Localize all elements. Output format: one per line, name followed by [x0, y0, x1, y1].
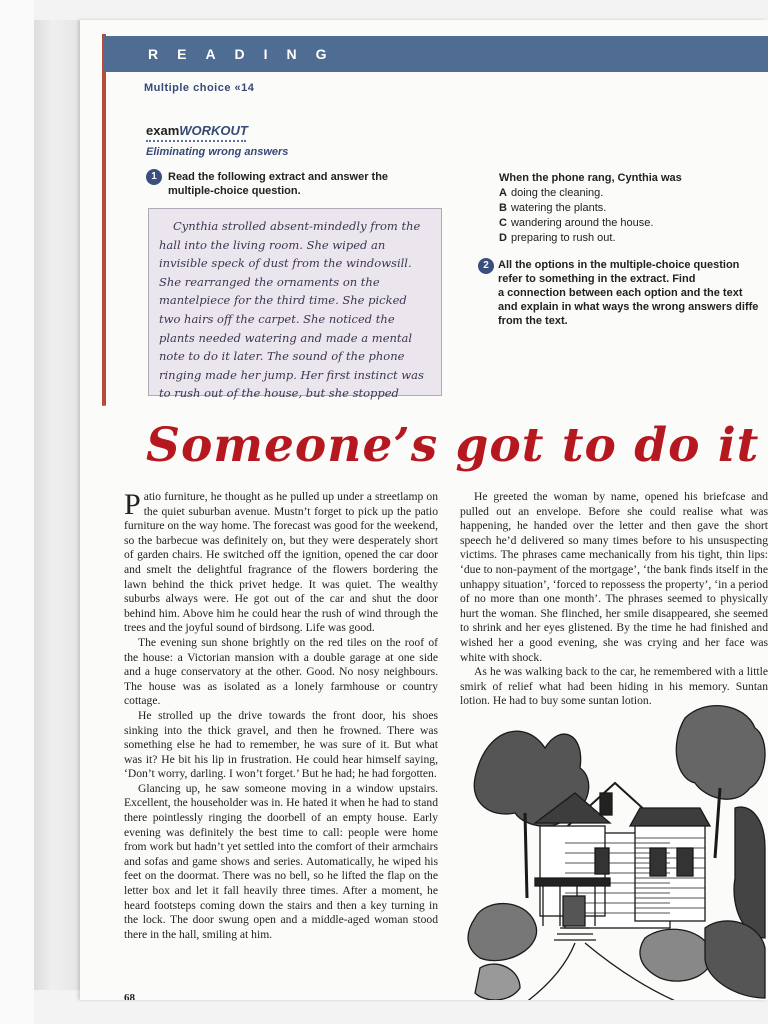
option-a: A doing the cleaning. [499, 187, 604, 199]
page-number: 68 [124, 992, 135, 1000]
victorian-house-illustration [465, 698, 768, 1000]
story-column-1 [124, 490, 438, 942]
option-c: C wandering around the house. [499, 217, 654, 229]
paragraph: atio furniture, he thought as he pulled up under a streetlamp on the quiet suburban avenue. Mustn’t forget to pick up the patio furniture on the way home. The forecast was good for the weekend, so the barbecue was definitely on, but they were desperately short of garden chairs. He switched off the ignition, opened the car door and smelt the delightful fragrance of the flowers bordering the lawn behind the thick privet hedge. It was quiet. The wealthy suburbs always were. He got out of the car and shut the door behind him. Above him he could hear the rush of wind through the trees and the joyful sound of birdsong. Life was good. [124, 490, 438, 635]
paragraph: He strolled up the drive towards the front door, his shoes sinking into the thick gravel, and then he frowned. There was something else he had to remember, he was sure of it. But what was it? He bit his lip in frustration. He could hear himself saying, ‘Don’t worry, darling. I won’t forget.’ But he had; he had forgotten. [124, 708, 438, 781]
multiple-choice-question [499, 171, 768, 246]
question-stem: When the phone rang, Cynthia was [499, 172, 682, 184]
drop-cap: P [124, 488, 141, 521]
exam-word: exam [146, 123, 180, 138]
option-b: B watering the plants. [499, 202, 607, 214]
book-binding [34, 20, 80, 990]
scan-margin [0, 0, 34, 1024]
task-1-instruction: Read the following extract and answer the multiple-choice question. [168, 171, 389, 197]
workout-subtitle: Eliminating wrong answers [146, 146, 289, 158]
section-header-band [104, 36, 768, 72]
dotted-rule [146, 140, 246, 142]
paragraph: Glancing up, he saw someone moving in a window upstairs. Excellent, the householder was in. He hated it when he had to stand there pointlessly ringing the doorbell of an empty house. Early evening was definitely the best time to call: people were home from work but hadn’t yet settled into the comfort of their armchairs and sofas and game shows and series. Automatically, he wiped his feet on the doormat. There was no bell, so he lifted the flap on the letter box and let it fall heavily three times. After a moment, he heard footsteps coming down the stairs and then a key turning in the lock. The door swung open and a middle-aged woman stood there in the hall, smiling at him. [124, 781, 438, 941]
story-column-2 [460, 490, 768, 709]
section-title: READING [148, 46, 346, 62]
task-2-number: 2 [478, 258, 494, 274]
exam-workout-logo [146, 123, 248, 138]
story-title: Someone’s got to do it [146, 418, 760, 473]
reading-extract: Cynthia strolled absent-mindedly from the hall into the living room. She wiped an invisible speck of dust from the windowsill. She rearranged the ornaments on the mantelpiece for the third time. She picked two hairs off the carpet. She noticed the plants needed watering and made a mental note to do it later. The sound of the phone ringing made her jump. Her first instinct was to rush out of the house, but she stopped [148, 208, 442, 396]
page-edge-red-line [102, 34, 106, 414]
book-page [80, 20, 768, 1000]
story-section [80, 408, 768, 1000]
subsection-title: Multiple choice «14 [144, 82, 255, 94]
option-d: D preparing to rush out. [499, 232, 616, 244]
workout-word: WORKOUT [179, 123, 248, 138]
task-2-instruction: All the options in the multiple-choice question refer to something in the extract. Find a connection between each option and the text and explain in what ways the wrong answers diffe from the text. [498, 259, 759, 327]
paragraph: As he was walking back to the car, he remembered with a little smirk of relief what had been hiding in his memory. Suntan lotion. He had to buy some suntan lotion. [460, 665, 768, 708]
paragraph: He greeted the woman by name, opened his briefcase and pulled out an envelope. Before she could realise what was happening, he handed over the letter and then gave the short speech he’d delivered so many times before to his unsuspecting victims. The phrases came mechanically from his tight, thin lips: ‘due to non-payment of the mortgage’, ‘the bank finds itself in the unhappy situation’, ‘forced to repossess the property’, ‘in a period of no more than one month’. The phrases seemed to physically hurt the woman. She flinched, her smile disappeared, she seemed to shrink and her eyes glistened. By the time he had finished and wished her a good evening, she was crying and her face was white with shock. [460, 490, 768, 664]
task-1-number: 1 [146, 169, 162, 185]
paragraph: The evening sun shone brightly on the red tiles on the roof of the house: a Victorian mansion with a double garage at one side and a huge conservatory at the other. Good. No nosy neighbours. The house was as isolated as a lonely farmhouse or country cottage. [124, 635, 438, 708]
